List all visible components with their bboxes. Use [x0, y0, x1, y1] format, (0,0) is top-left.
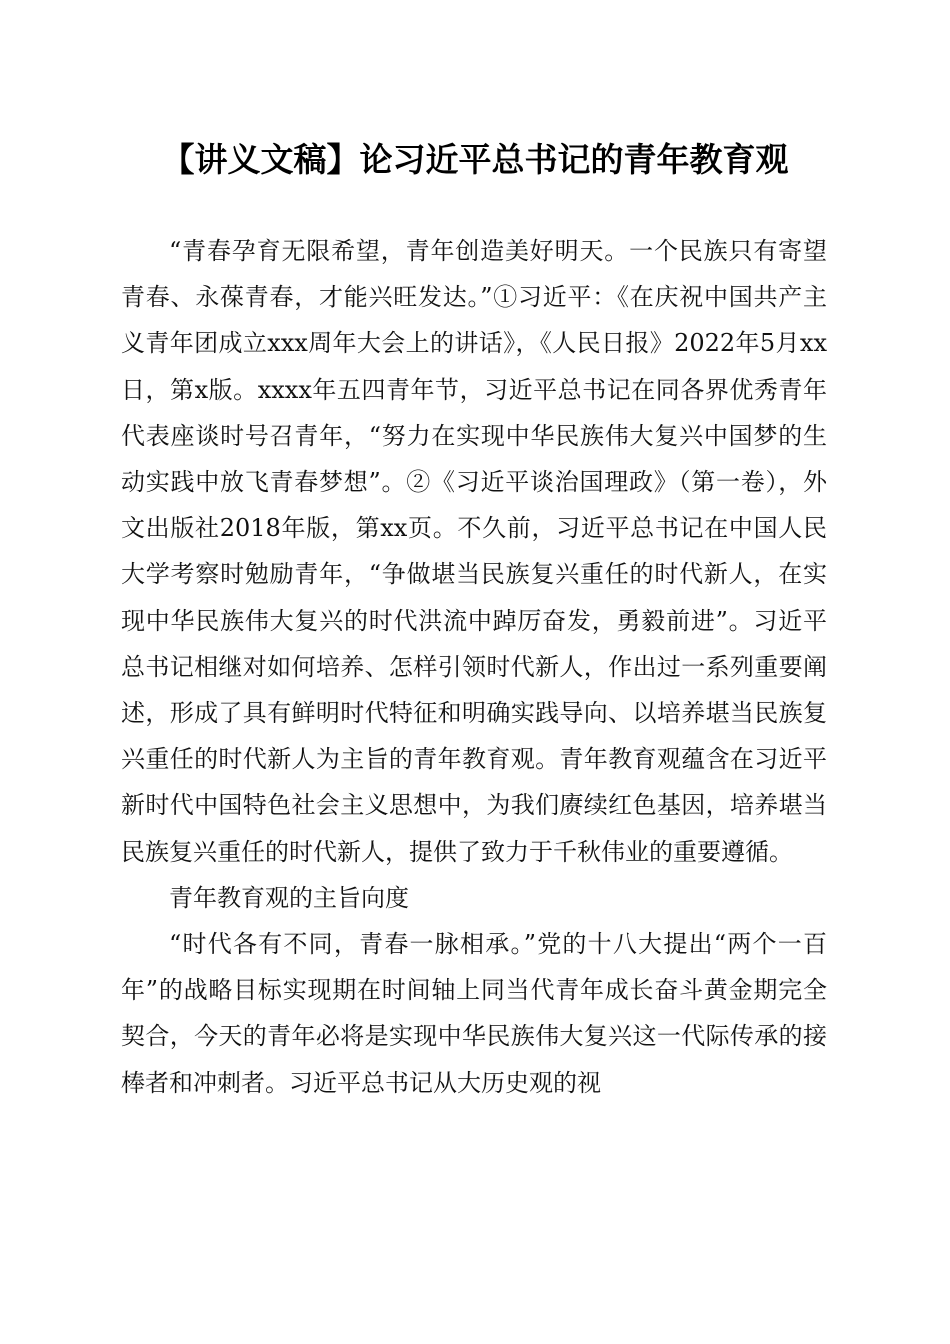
document-title: 【讲义文稿】论习近平总书记的青年教育观	[161, 140, 789, 179]
section-heading: 青年教育观的主旨向度	[169, 883, 409, 912]
intro-paragraph: “青春孕育无限希望，青年创造美好明天。一个民族只有寄望青春、永葆青春，才能兴旺发达。”①习近平：《在庆祝中国共产主义青年团成立xxx周年大会上的讲话》，《人民日报》2022年5月xx日，第x版。xxxx年五四青年节，习近平总书记在同各界优秀青年代表座谈时号召青年，“努力在实现中华民族伟大复兴中国梦的生动实践中放飞青春梦想”。②《习近平谈治国理政》（第一卷），外文出版社2018年版，第xx页。不久前，习近平总书记在中国人民大学考察时勉励青年，“争做堪当民族复兴重任的时代新人，在实现中华民族伟大复兴的时代洪流中踔厉奋发，勇毅前进”。习近平总书记相继对如何培养、怎样引领时代新人，作出过一系列重要阐述，形成了具有鲜明时代特征和明确实践导向、以培养堪当民族复兴重任的时代新人为主旨的青年教育观。青年教育观蕴含在习近平新时代中国特色社会主义思想中，为我们赓续红色基因，培养堪当民族复兴重任的时代新人，提供了致力于千秋伟业的重要遵循。	[121, 237, 827, 866]
section-paragraph: “时代各有不同，青春一脉相承。”党的十八大提出“两个一百年”的战略目标实现期在时间轴上同当代青年成长奋斗黄金期完全契合，今天的青年必将是实现中华民族伟大复兴这一代际传承的接棒者和冲刺者。习近平总书记从大历史观的视	[121, 930, 827, 1097]
document-body	[121, 228, 827, 1106]
